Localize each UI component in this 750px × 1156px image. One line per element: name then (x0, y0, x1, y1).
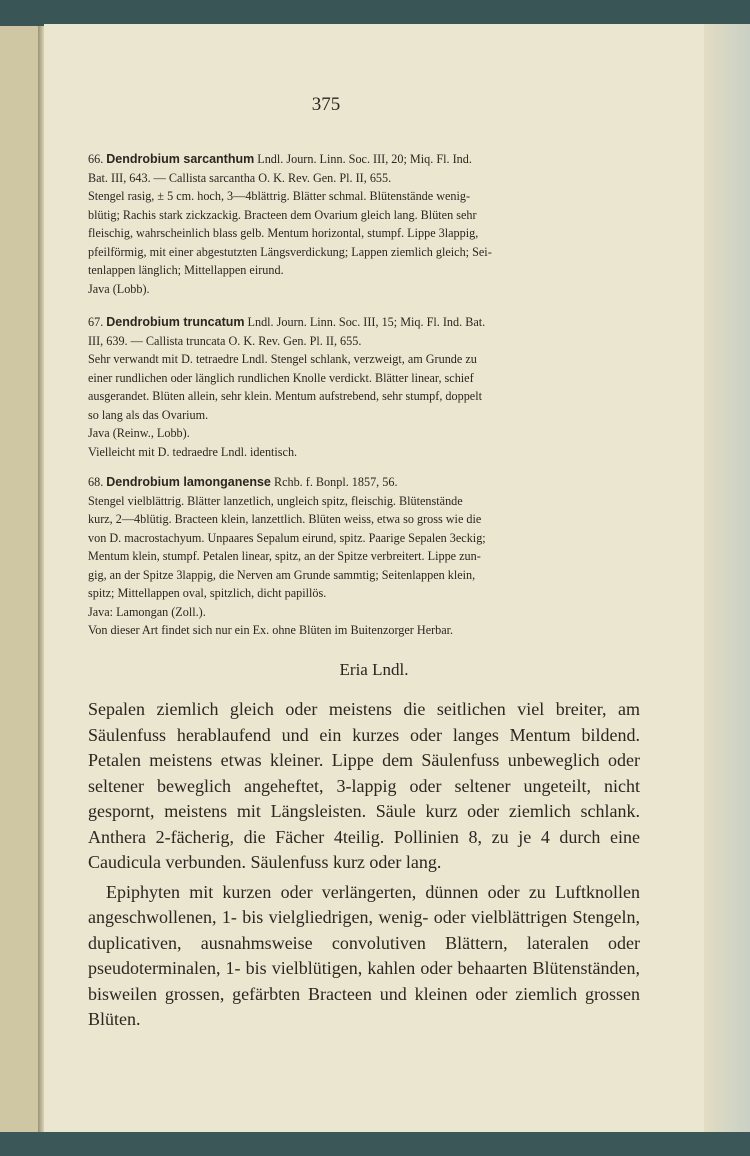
entry-heading-line: 68. Dendrobium lamonganense Rchb. f. Bonpl. 1857, 56. (88, 475, 398, 489)
entry-heading-line: 66. Dendrobium sarcanthum Lndl. Journ. Linn. Soc. III, 20; Miq. Fl. Ind. (88, 152, 472, 166)
species-name: Dendrobium lamonganense (106, 475, 271, 489)
entry-note: Von dieser Art findet sich nur ein Ex. ohne Blüten im Buitenzorger Herbar. (88, 623, 454, 637)
species-entry-66 (88, 150, 628, 298)
left-page-edge (0, 26, 38, 1136)
species-name: Dendrobium sarcanthum (106, 152, 255, 166)
entry-line: von D. macrostachyum. Unpaares Sepalum eirund, spitz. Paarige Sepalen 3eckig; (88, 530, 486, 545)
entry-locality: Java (Lobb). (88, 281, 150, 296)
species-entry-67 (88, 313, 628, 461)
entry-line: einer rundlichen oder länglich rundlichen Knolle verdickt. Blätter linear, schief (88, 370, 474, 385)
entry-line: gig, an der Spitze 3lappig, die Nerven am Grunde sammtig; Seitenlappen klein, (88, 567, 476, 582)
entry-line: tenlappen länglich; Mittellappen eirund. (88, 263, 284, 277)
genus-description (88, 697, 640, 1037)
entry-line: kurz, 2—4blütig. Bracteen klein, lanzettlich. Blüten weiss, etwa so gross wie die (88, 512, 482, 526)
top-scan-edge (0, 0, 750, 26)
entry-line: Stengel vielblättrig. Blätter lanzetlich, ungleich spitz, fleischig. Blütenstände (88, 493, 463, 508)
entry-line: fleischig, wahrscheinlich blass gelb. Mentum horizontal, stumpf. Lippe 3lappig, (88, 226, 479, 240)
entry-line: Stengel rasig, ± 5 cm. hoch, 3—4blättrig. Blätter schmal. Blütenstände wenig- (88, 189, 471, 203)
species-entry-68 (88, 473, 628, 640)
entry-note: Vielleicht mit D. tedraedre Lndl. identisch. (88, 444, 298, 459)
book-page (44, 24, 704, 1132)
entry-locality: Java: Lamongan (Zoll.). (88, 604, 206, 619)
entry-line: III, 639. — Callista truncata O. K. Rev. Gen. Pl. II, 655. (88, 333, 362, 348)
entry-line: spitz; Mittellappen oval, spitzlich, dicht papillös. (88, 586, 327, 600)
species-name: Dendrobium truncatum (106, 315, 245, 329)
entry-line: Sehr verwandt mit D. tetraedre Lndl. Stengel schlank, verzweigt, am Grunde zu (88, 352, 477, 366)
entry-heading-line: 67. Dendrobium truncatum Lndl. Journ. Linn. Soc. III, 15; Miq. Fl. Ind. Bat. (88, 315, 486, 329)
entry-locality: Java (Reinw., Lobb). (88, 426, 190, 440)
bottom-scan-edge (0, 1132, 750, 1156)
genus-heading: Eria Lndl. (339, 660, 409, 679)
paragraph-habit: Epiphyten mit kurzen oder verlängerten, dünnen oder zu Luftknollen angeschwollenen, 1- bis vielgliedrigen, wenig- oder vielblättrigen Stengeln, duplicativen, ausnahmsweise convolutiven Blättern, lateralen oder pseudoterminalen, 1- bis vielblütigen, kahlen oder behaarten Blütenständen, bisweilen grossen, gefärbten Bracteen und kleinen oder ziemlich grossen Blüten. (88, 881, 640, 1029)
entry-line: so lang als das Ovarium. (88, 407, 209, 422)
paragraph-morphology: Sepalen ziemlich gleich oder meistens die seitlichen viel breiter, am Säulenfuss herablaufend und ein kurzes oder langes Mentum bildend. Petalen meistens etwas kleiner. Lippe dem Säulenfuss unbeweglich oder seltener beweglich angeheftet, 3-lappig oder seltener ungeteilt, nicht gespornt, meistens mit Längsleisten. Säule kurz oder ziemlich schlank. Anthera 2-fächerig, die Fächer 4teilig. Pollinien 8, zu je 4 durch eine Caudicula verbunden. Säulenfuss kurz oder lang. (88, 699, 640, 872)
entry-line: Bat. III, 643. — Callista sarcantha O. K. Rev. Gen. Pl. II, 655. (88, 170, 392, 185)
entry-line: Mentum klein, stumpf. Petalen linear, spitz, an der Spitze verbreitert. Lippe zun- (88, 549, 481, 563)
right-page-edge (704, 24, 750, 1132)
entry-line: ausgerandet. Blüten allein, sehr klein. Mentum aufstrebend, sehr stumpf, doppelt (88, 389, 482, 403)
entry-line: blütig; Rachis stark zickzackig. Bracteen dem Ovarium gleich lang. Blüten sehr (88, 207, 477, 222)
entry-line: pfeilförmig, mit einer abgestutzten Längsverdickung; Lappen ziemlich gleich; Sei- (88, 244, 492, 259)
page-number: 375 (311, 94, 341, 115)
